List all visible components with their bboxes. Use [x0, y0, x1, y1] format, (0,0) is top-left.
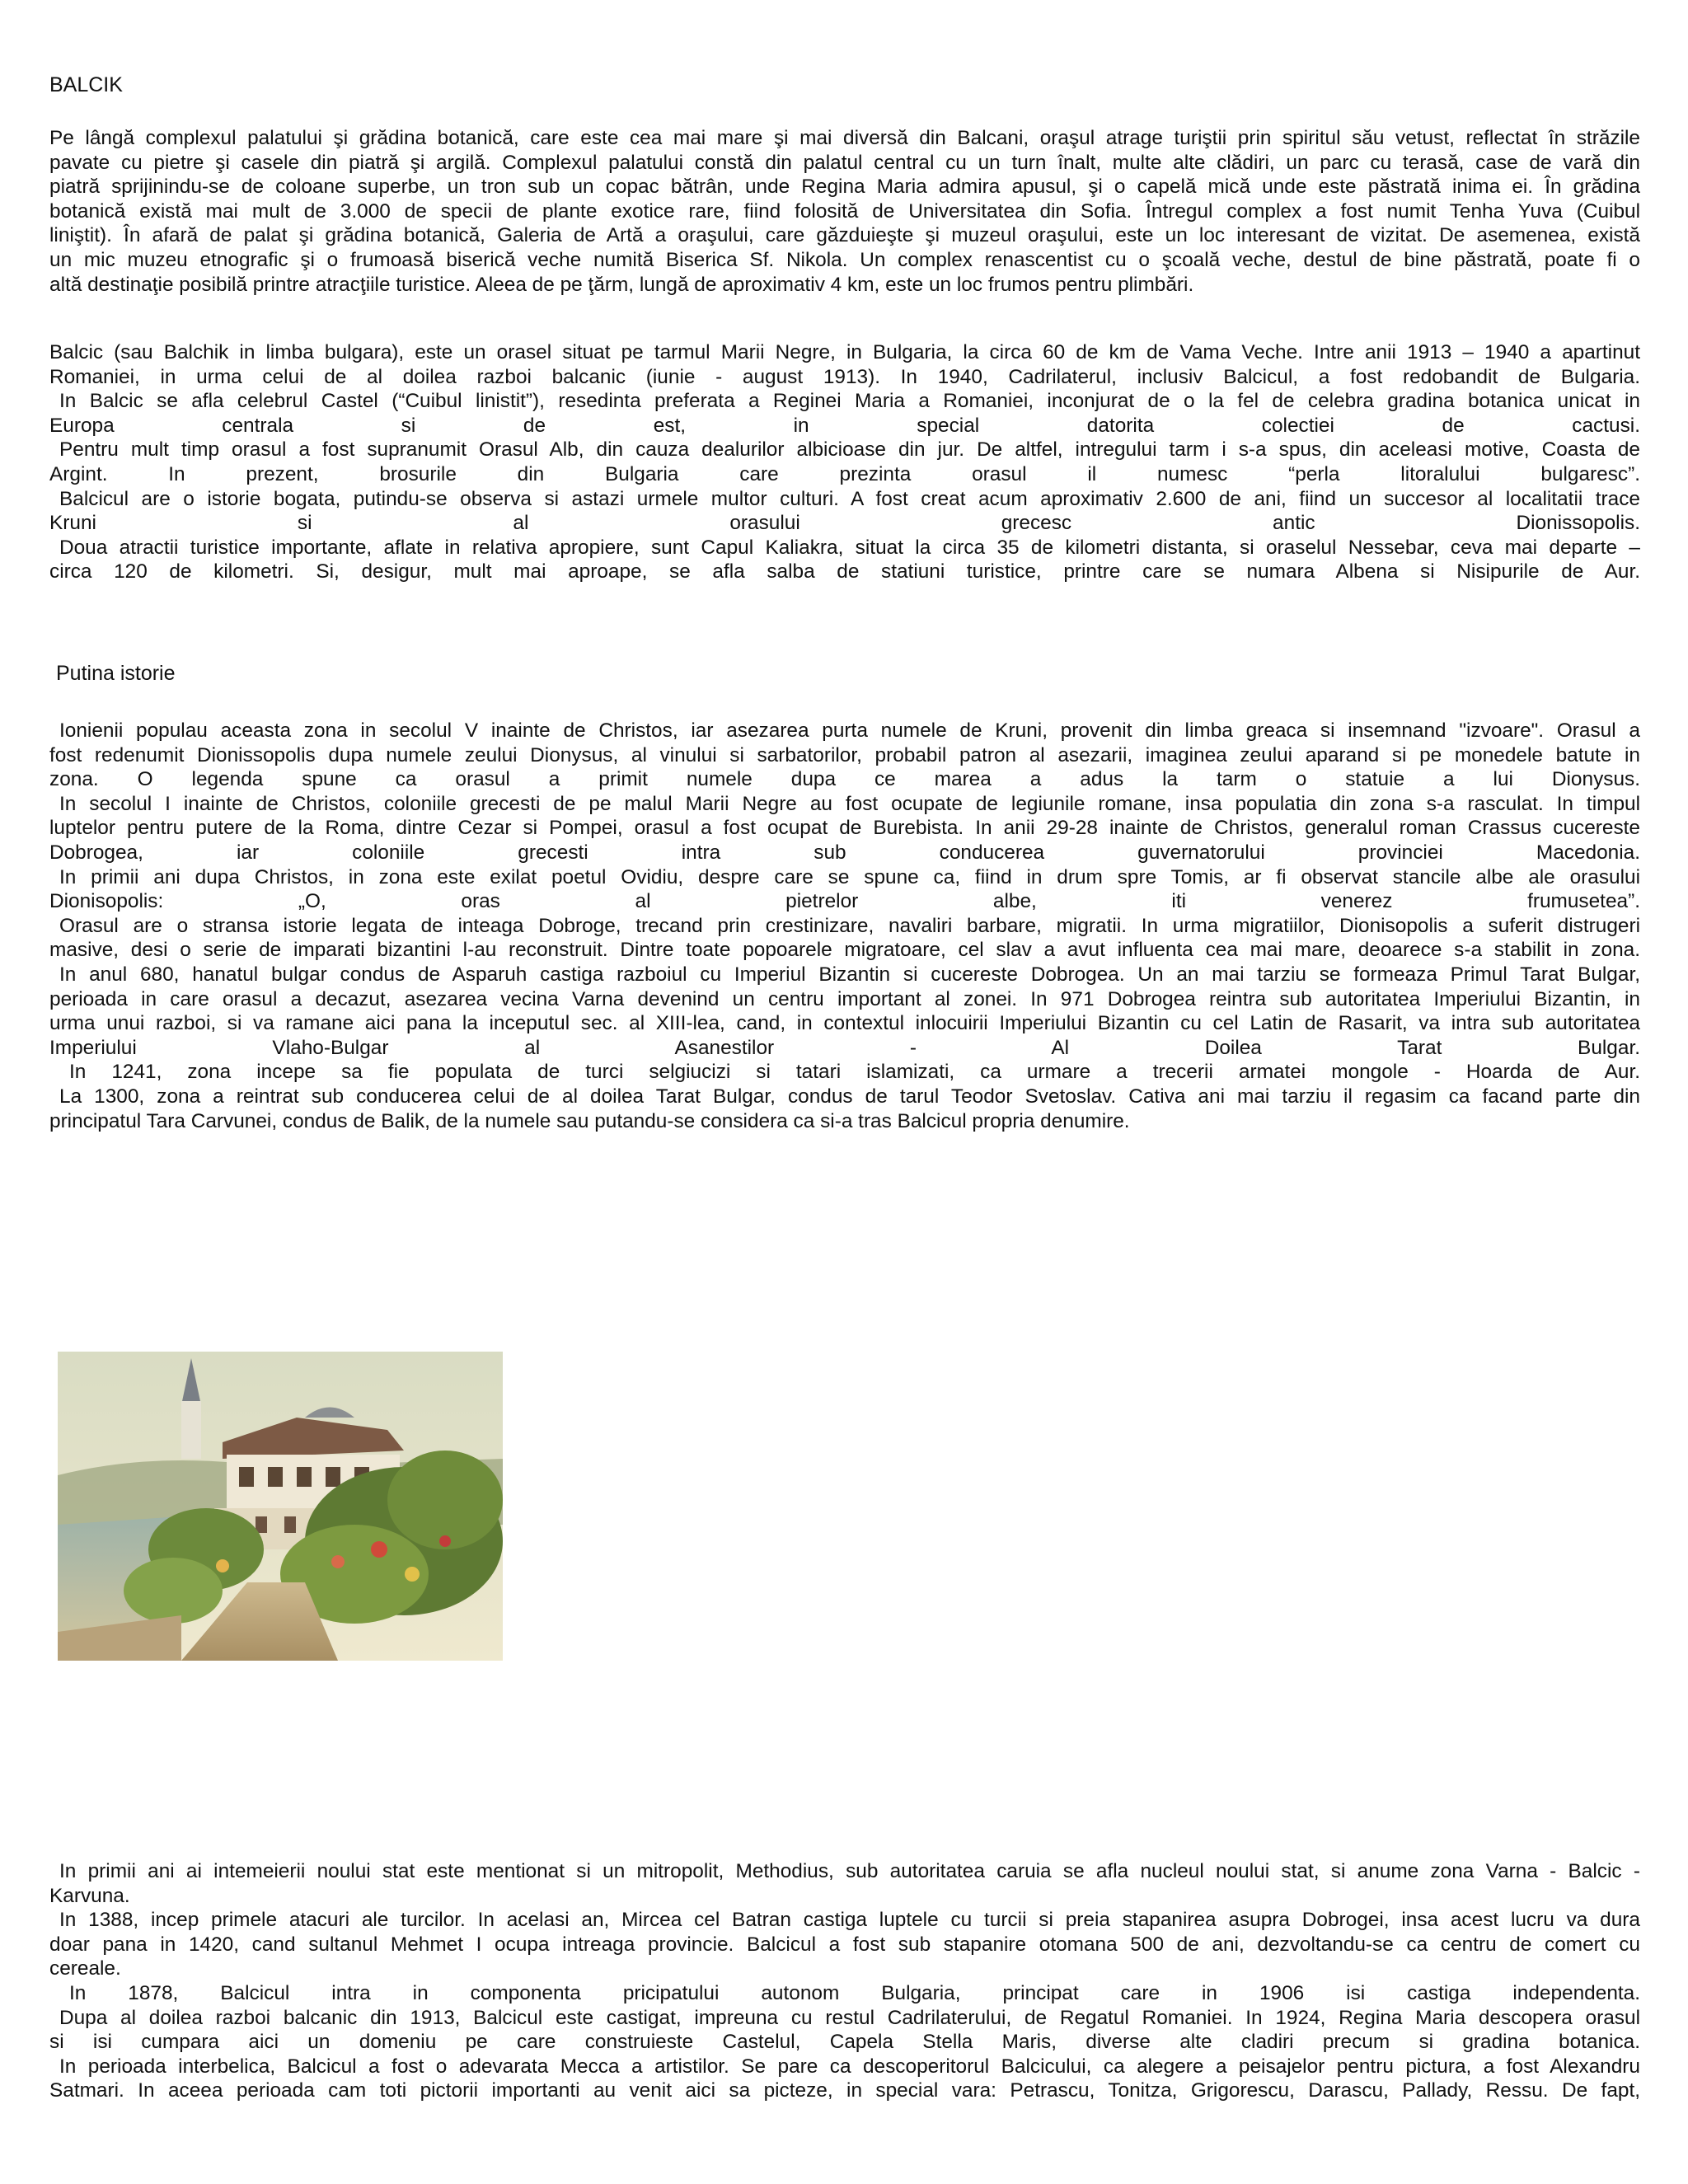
- text-line: Orasul are o stransa istorie legata de inteaga Dobroge, trecand prin crestinizare, navaliri barbare, migratii. In urma migratiilor, Dionisopolis a suferit distrugeri: [59, 914, 1640, 937]
- text-line: Dionisopolis: „O, oras al pietrelor albe, iti venerez frumusetea”.: [49, 890, 1640, 913]
- second-paragraph: [49, 340, 1640, 584]
- text-line: In primii ani dupa Christos, in zona este exilat poetul Ovidiu, despre care se spune ca, fiind in drum spre Tomis, ar fi observat stancile albe ale orasului: [59, 865, 1640, 888]
- document-title: BALCIK: [49, 73, 123, 96]
- text-line: Argint. In prezent, brosurile din Bulgaria care prezinta orasul il numesc “perla litoralului bulgaresc”.: [49, 462, 1640, 485]
- text-line: In 1388, incep primele atacuri ale turcilor. In acelasi an, Mircea cel Batran castiga luptele cu turcii si preia stapanirea asupra Dobrogei, insa acest lucru va dura: [59, 1909, 1640, 1932]
- text-line: principatul Tara Carvunei, condus de Balik, de la numele sau putandu-se considera ca si-a tras Balcicul propria denumire.: [49, 1109, 1130, 1132]
- text-line: In perioada interbelica, Balcicul a fost o adevarata Mecca a artistilor. Se pare ca descoperitorul Balcicului, ca alegere a peisajelor pentru pictura, a fost Alexandru: [59, 2055, 1640, 2078]
- text-line: zona. O legenda spune ca orasul a primit numele dupa ce marea a adus la tarm o statuie a lui Dionysus.: [49, 768, 1640, 791]
- text-line: Balcic (sau Balchik in limba bulgara), este un orasel situat pe tarmul Marii Negre, in Bulgaria, la circa 60 de km de Vama Veche. Intre anii 1913 – 1940 a apartinut: [49, 341, 1640, 363]
- text-line: masive, desi o serie de imparati bizantini l-au reconstruit. Dintre toate popoarele migratoare, cel slav a avut influenta cea mai mare, deoarece s-a stabilit in zona.: [49, 939, 1640, 962]
- text-line: perioada in care orasul a decazut, asezarea vecina Varna devenind un centru important al zonei. In 971 Dobrogea reintra sub autoritatea Imperiului Bizantin, in: [49, 987, 1640, 1010]
- balcik-palace-painting: [58, 1352, 503, 1661]
- text-line: fost redenumit Dionissopolis dupa numele zeului Dionysus, al vinului si sarbatorilor, probabil patron al asezarii, imaginea zeului aparand si pe monedele batute in: [49, 743, 1640, 766]
- text-line: Doua atractii turistice importante, aflate in relativa apropiere, sunt Capul Kaliakra, situat la circa 35 de kilometri distanta, si oraselul Nessebar, ceva mai departe –: [59, 536, 1640, 559]
- text-line: botanică există mai mult de 3.000 de specii de plante exotice rare, fiind folosită de Universitatea din Sofia. Întregul complex a fost numit Tenha Yuva (Cuibul: [49, 199, 1640, 223]
- text-line: Dobrogea, iar coloniile grecesti intra sub conducerea guvernatorului provinciei Macedonia.: [49, 841, 1640, 864]
- text-line: circa 120 de kilometri. Si, desigur, mult mai aproape, se afla salba de statiuni turistice, printre care se numara Albena si Nisipurile de Aur.: [49, 560, 1640, 583]
- text-line: pavate cu pietre şi casele din piatră şi argilă. Complexul palatului constă din palatul central cu un turn înalt, multe alte clădiri, un parc cu terasă, case de vară din: [49, 151, 1640, 174]
- text-line: cereale.: [49, 1957, 121, 1980]
- text-line: Karvuna.: [49, 1884, 130, 1907]
- text-line: doar pana in 1420, cand sultanul Mehmet I ocupa intreaga provincie. Balcicul a fost sub stapanire otomana 500 de ani, dezvoltandu-se ca centru de comert cu: [49, 1933, 1640, 1956]
- text-line: In 1878, Balcicul intra in componenta pricipatului autonom Bulgaria, principat care in 1906 isi castiga independenta.: [69, 1981, 1640, 2004]
- text-line: Europa centrala si de est, in special datorita colectiei de cactusi.: [49, 414, 1640, 437]
- text-line: piatră sprijinindu-se de coloane superbe, un tron sub un copac bătrân, unde Regina Maria admira apusul, şi o capelă mică unde este păstrată inima ei. În grădina: [49, 176, 1640, 199]
- text-line: Satmari. In aceea perioada cam toti pictorii importanti au venit aici sa picteze, in special vara: Petrascu, Tonitza, Grigorescu, Darascu, Pallady, Ressu. De fapt,: [49, 2079, 1640, 2102]
- text-line: In 1241, zona incepe sa fie populata de turci selgiucizi si tatari islamizati, ca urmare a trecerii armatei mongole - Hoarda de Aur.: [69, 1061, 1640, 1084]
- text-line: In secolul I inainte de Christos, coloniile grecesti de pe malul Marii Negre au fost ocupate de legiunile romane, insa populatia din zona s-a rasculat. In timpul: [59, 792, 1640, 815]
- text-line: Ionienii populau aceasta zona in secolul V inainte de Christos, iar asezarea purta numele de Kruni, provenit din limba greaca si insemnand "izvoare". Orasul a: [59, 719, 1640, 742]
- text-line: Kruni si al orasului grecesc antic Dionissopolis.: [49, 512, 1640, 535]
- text-line: Dupa al doilea razboi balcanic din 1913, Balcicul este castigat, impreuna cu restul Cadrilaterului, de Regatul Romaniei. In 1924, Regina Maria descopera orasul: [59, 2006, 1640, 2029]
- section-title: Putina istorie: [56, 662, 176, 685]
- text-line: In primii ani ai intemeierii noului stat este mentionat si un mitropolit, Methodius, sub autoritatea caruia se afla nucleul noului stat, si anume zona Varna - Balcic -: [59, 1860, 1640, 1882]
- text-line: si isi cumpara aici un domeniu pe care construieste Castelul, Capela Stella Maris, diverse alte cladiri precum si gradina botanica.: [49, 2031, 1640, 2054]
- text-line: Pe lângă complexul palatului şi grădina botanică, care este cea mai mare şi mai diversă din Balcani, oraşul atrage turiştii prin spiritul său vetust, reflectat în străzile: [49, 127, 1640, 149]
- text-line: un mic muzeu etnografic şi o frumoasă biserică veche numită Biserica Sf. Nikola. Un complex renascentist cu o şcoală veche, destul de bine păstrată, poate fi o: [49, 248, 1640, 271]
- palace-painting-illustration: [58, 1352, 503, 1661]
- text-line: altă destinaţie posibilă printre atracţiile turistice. Aleea de pe ţărm, lungă de aproximativ 4 km, este un loc frumos pentru plimbări.: [49, 273, 1194, 296]
- text-line: La 1300, zona a reintrat sub conducerea celui de al doilea Tarat Bulgar, condus de tarul Teodor Svetoslav. Cativa ani mai tarziu il regasim ca facand parte din: [59, 1085, 1640, 1108]
- text-line: Pentru mult timp orasul a fost supranumit Orasul Alb, din cauza dealurilor albicioase din jur. De altfel, intregului tarm i s-a spus, din aceleasi motive, Coasta de: [59, 438, 1640, 462]
- text-line: liniştit). În afară de palat şi grădina botanică, Galeria de Artă a oraşului, care găzduieşte şi muzeul oraşului, este un loc interesant de vizitat. De asemenea, există: [49, 224, 1640, 247]
- text-line: Romaniei, in urma celui de al doilea razboi balcanic (iunie - august 1913). In 1940, Cadrilaterul, inclusiv Balcicul, a fost redobandit de Bulgaria.: [49, 365, 1640, 388]
- text-line: In Balcic se afla celebrul Castel (“Cuibul linistit”), resedinta preferata a Reginei Maria a Romaniei, inconjurat de o la fel de celebra gradina botanica unicat in: [59, 390, 1640, 413]
- text-line: In anul 680, hanatul bulgar condus de Asparuh castiga razboiul cu Imperiul Bizantin si cucereste Dobrogea. Un an mai tarziu se formeaza Primul Tarat Bulgar,: [59, 963, 1640, 986]
- history-paragraph: [49, 719, 1640, 1133]
- final-paragraph: [49, 1859, 1640, 2103]
- text-line: Balcicul are o istorie bogata, putindu-se observa si astazi urmele multor culturi. A fost creat acum aproximativ 2.600 de ani, fiind un succesor al localitatii trace: [59, 487, 1640, 510]
- intro-paragraph: [49, 126, 1640, 297]
- text-line: urma unui razboi, si va ramane aici pana la inceputul sec. al XIII-lea, cand, in contextul inlocuirii Imperiului Bizantin cu cel Latin de Rasarit, va intra sub autoritatea: [49, 1012, 1640, 1035]
- text-line: Imperiului Vlaho-Bulgar al Asanestilor - Al Doilea Tarat Bulgar.: [49, 1036, 1640, 1059]
- text-line: luptelor pentru putere de la Roma, dintre Cezar si Pompei, orasul a fost ocupat de Burebista. In anii 29-28 inainte de Christos, generalul roman Crassus cucereste: [49, 817, 1640, 840]
